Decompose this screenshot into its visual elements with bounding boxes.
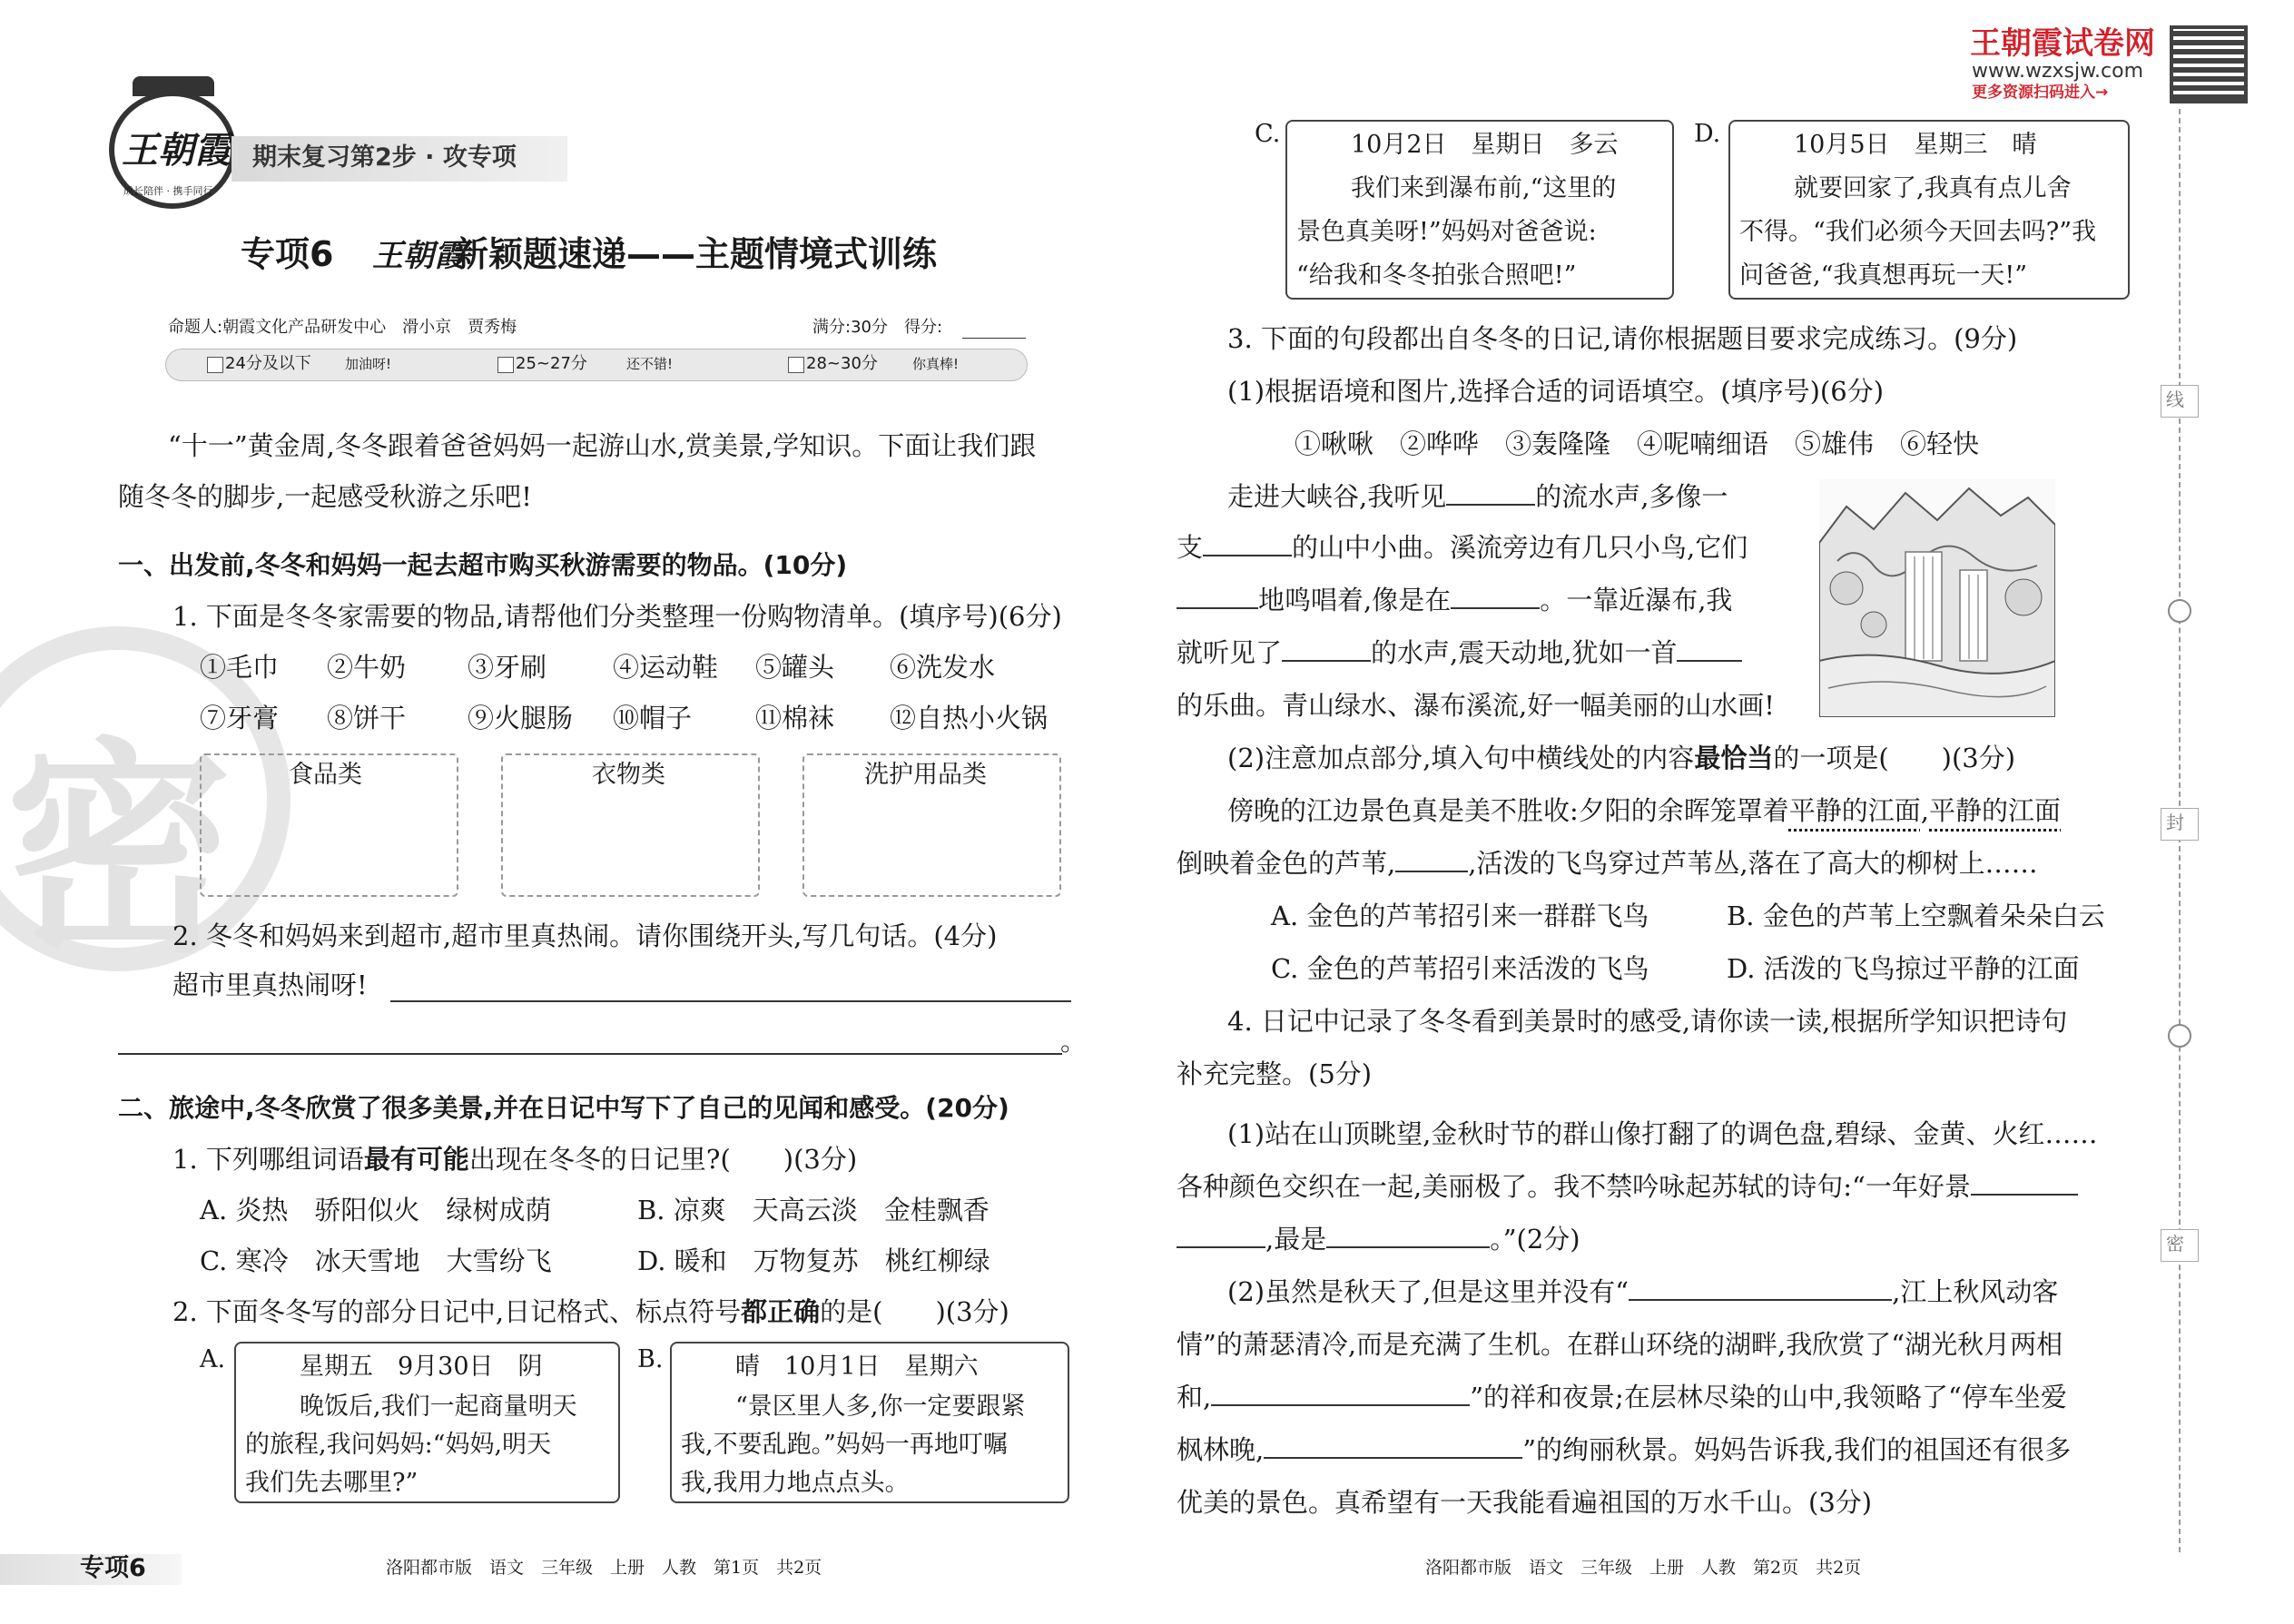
- waterfall-illustration: [1819, 479, 2055, 717]
- header-band-title: 期末复习第2步 · 攻专项: [252, 143, 517, 172]
- blank-6[interactable]: [1677, 660, 1742, 662]
- q3-2-option-c[interactable]: C. 金色的芦苇招引来活泼的飞鸟: [1271, 953, 1649, 984]
- q3-2-option-d[interactable]: D. 活泼的飞鸟掠过平静的江面: [1727, 953, 2080, 984]
- item-4: ④运动鞋: [613, 652, 719, 683]
- q2-2: [172, 1296, 1009, 1328]
- blank-2[interactable]: [1203, 555, 1292, 556]
- logo-crown: [133, 76, 214, 96]
- blank-1[interactable]: [1446, 504, 1535, 506]
- q3-2-dotted-1: 平静的江面: [1788, 795, 1921, 826]
- category-label-toiletries: 洗护用品类: [864, 761, 987, 789]
- q3-para-3-c: 。一靠近瀑布,我: [1540, 585, 1733, 615]
- diary-c-head: 10月2日 星期日 多云: [1351, 131, 1619, 159]
- blank-5[interactable]: [1282, 660, 1371, 662]
- q2-1-a: 1. 下列哪组词语: [172, 1144, 364, 1175]
- q3-2-text-1: [1227, 795, 2061, 827]
- diary-a-head: 星期五 9月30日 阴: [300, 1353, 543, 1381]
- q3-para-4-b: 的水声,震天动地,犹如一首: [1371, 637, 1678, 668]
- q3-para-4-a: 就听见了: [1177, 637, 1283, 668]
- q1-1: 1. 下面是冬冬家需要的物品,请帮他们分类整理一份购物清单。(填序号)(6分): [172, 601, 1062, 632]
- item-12: ⑫自热小火锅: [890, 703, 1049, 733]
- q4-2-l3-a: 和,: [1177, 1382, 1212, 1412]
- q3-2-dotted-2: 平静的江面: [1929, 795, 2062, 826]
- q4-line-1: 4. 日记中记录了冬冬看到美景时的感受,请你读一读,根据所学知识把诗句: [1227, 1006, 2068, 1037]
- level-range-2: 25~27分: [516, 354, 587, 373]
- diary-d-head: 10月5日 星期三 晴: [1794, 131, 2037, 159]
- section1-title: 一、出发前,冬冬和妈妈一起去超市购买秋游需要的物品。(10分): [118, 550, 848, 580]
- diary-b-head: 晴 10月1日 星期六: [735, 1353, 979, 1381]
- diary-c-line-3: “给我和冬冬拍张合照吧!”: [1296, 261, 1577, 290]
- level-checkbox-3[interactable]: [788, 357, 804, 373]
- item-5: ⑤罐头: [755, 652, 835, 683]
- q3-para-4: [1177, 637, 1742, 669]
- q3-para-1: [1227, 481, 1728, 513]
- q4-line-2: 补充完整。(5分): [1177, 1058, 1373, 1089]
- diary-d-line-3: 问爸爸,“我真想再玩一天!”: [1739, 261, 2028, 290]
- q2-2-c: 的是( )(3分): [820, 1296, 1009, 1327]
- diary-d-label: D.: [1694, 120, 1721, 148]
- q4-1-end-b: 。”(2分): [1490, 1224, 1580, 1255]
- q2-1-option-a[interactable]: A. 炎热 骄阳似火 绿树成荫: [200, 1195, 552, 1225]
- level-range-1: 24分及以下: [225, 354, 311, 373]
- intro-line-2: 随冬冬的脚步,一起感受秋游之乐吧!: [118, 481, 532, 512]
- watermark-text: 密: [5, 719, 232, 983]
- diary-b-line-1: “景区里人多,你一定要跟紧: [735, 1393, 1026, 1421]
- footer-tag: 专项6: [80, 1554, 146, 1582]
- q3-2-option-a[interactable]: A. 金色的芦苇招引来一群群飞鸟: [1271, 901, 1649, 931]
- q4-1-line-1: (1)站在山顶眺望,金秋时节的群山像打翻了的调色盘,碧绿、金黄、火红……: [1227, 1118, 2098, 1149]
- q4-1-end-a: ,最是: [1265, 1224, 1327, 1255]
- q2-1-option-d[interactable]: D. 暖和 万物复苏 桃红柳绿: [637, 1245, 990, 1276]
- q3-para-1-b: 的流水声,多像一: [1535, 481, 1728, 512]
- brand-url: www.wzxsjw.com: [1972, 60, 2144, 83]
- category-label-clothes: 衣物类: [592, 761, 665, 789]
- q4-1-line-2: [1177, 1171, 2078, 1203]
- level-msg-3: 你真棒!: [912, 356, 960, 372]
- q3-para-3-b: 地鸣唱着,像是在: [1258, 585, 1452, 615]
- blank-7[interactable]: [1395, 871, 1468, 872]
- q2-2-b: 都正确: [741, 1296, 821, 1327]
- q4-2-line-2: 情”的萧瑟清冷,而是充满了生机。在群山环绕的湖畔,我欣赏了“湖光秋月两相: [1177, 1329, 2063, 1360]
- q4-2-line-4: [1177, 1434, 2071, 1466]
- q2-1-option-c[interactable]: C. 寒冷 冰天雪地 大雪纷飞: [200, 1245, 552, 1276]
- item-7: ⑦牙膏: [200, 703, 280, 733]
- diary-a-label: A.: [200, 1345, 226, 1373]
- logo-text: 王朝霞: [122, 129, 231, 172]
- diary-b-line-3: 我,我用力地点点头。: [681, 1469, 910, 1497]
- authors: 命题人:朝霞文化产品研发中心 滑小京 贾秀梅: [168, 318, 517, 337]
- q3-word-bank: ①啾啾 ②哗哗 ③轰隆隆 ④呢喃细语 ⑤雄伟 ⑥轻快: [1295, 428, 1980, 459]
- diary-d-line-2: 不得。“我们必须今天回去吗?”我: [1739, 218, 2097, 246]
- blank-3[interactable]: [1177, 607, 1258, 609]
- item-9: ⑨火腿肠: [468, 703, 574, 733]
- q2-1: [172, 1144, 857, 1176]
- level-checkbox-1[interactable]: [207, 357, 223, 373]
- blank-12[interactable]: [1211, 1404, 1470, 1406]
- binding-char-2: 封: [2166, 812, 2184, 833]
- score-blank[interactable]: [962, 338, 1026, 339]
- diary-c-label: C.: [1255, 120, 1281, 148]
- score-label: 满分:30分 得分:: [812, 318, 943, 337]
- logo-ribbon: 成长陪伴 · 携手同行: [123, 185, 213, 197]
- q1-2-end: 。: [1060, 1026, 1088, 1057]
- q3-2: [1227, 743, 2015, 774]
- q3-para-1-a: 走进大峡谷,我听见: [1227, 481, 1447, 512]
- footer-info-right: 洛阳都市版 语文 三年级 上册 人教 第2页 共2页: [1425, 1558, 1862, 1578]
- qr-code-icon[interactable]: [2170, 25, 2248, 103]
- binding-char-3: 密: [2166, 1233, 2184, 1255]
- item-10: ⑩帽子: [613, 703, 693, 733]
- diary-d-line-1: 就要回家了,我真有点儿舍: [1794, 174, 2072, 202]
- intro-line-1: “十一”黄金周,冬冬跟着爸爸妈妈一起游山水,赏美景,学知识。下面让我们跟: [168, 430, 1037, 461]
- q3-2-option-b[interactable]: B. 金色的芦苇上空飘着朵朵白云: [1727, 901, 2105, 931]
- diary-c-line-2: 景色真美呀!”妈妈对爸爸说:: [1296, 218, 1597, 246]
- q4-2-l4-b: ”的绚丽秋景。妈妈告诉我,我们的祖国还有很多: [1522, 1434, 2072, 1465]
- item-11: ⑪棉袜: [755, 703, 835, 733]
- diary-c-line-1: 我们来到瀑布前,“这里的: [1351, 174, 1617, 202]
- binding-hole-2: [2168, 1024, 2191, 1048]
- diary-a-line-3: 我们先去哪里?”: [245, 1469, 418, 1497]
- q2-1-b: 最有可能: [363, 1144, 469, 1175]
- item-1: ①毛巾: [200, 652, 280, 683]
- q1-2-start: 超市里真热闹呀!: [172, 969, 368, 1000]
- title-brand: 王朝霞: [372, 238, 465, 274]
- q2-1-c: 出现在冬冬的日记里?( )(3分): [468, 1144, 858, 1175]
- q4-2-l1-b: ,江上秋风动客: [1892, 1276, 2059, 1307]
- q2-1-option-b[interactable]: B. 凉爽 天高云淡 金桂飘香: [637, 1195, 989, 1225]
- q3-1: (1)根据语境和图片,选择合适的词语填空。(填序号)(6分): [1227, 376, 1885, 407]
- q3-2-a: (2)注意加点部分,填入句中横线处的内容: [1227, 743, 1695, 773]
- brand-slogan: 更多资源扫码进入→: [1972, 84, 2109, 102]
- binding-char-1: 线: [2166, 389, 2184, 410]
- section-number: 专项6: [241, 234, 334, 274]
- q4-2-line-1: [1227, 1276, 2058, 1308]
- diary-b-label: B.: [637, 1345, 664, 1373]
- q3-2-text-2: [1177, 848, 2038, 880]
- q3-2-text-2-b: ,活泼的飞鸟穿过芦苇丛,落在了高大的柳树上……: [1468, 848, 2038, 879]
- blank-10[interactable]: [1326, 1246, 1490, 1248]
- diary-a-line-2: 的旅程,我问妈妈:“妈妈,明天: [245, 1431, 552, 1459]
- brand-logo: [109, 91, 236, 209]
- footer-info-left: 洛阳都市版 语文 三年级 上册 人教 第1页 共2页: [386, 1558, 822, 1578]
- blank-8[interactable]: [1971, 1194, 2078, 1196]
- level-checkbox-2[interactable]: [497, 357, 514, 373]
- q4-1-line-2-text: 各种颜色交织在一起,美丽极了。我不禁吟咏起苏轼的诗句:“一年好景: [1177, 1171, 1971, 1202]
- diary-a-line-1: 晚饭后,我们一起商量明天: [300, 1393, 577, 1421]
- level-msg-2: 还不错!: [626, 356, 674, 372]
- category-label-food: 食品类: [289, 761, 362, 789]
- item-3: ③牙刷: [468, 652, 547, 683]
- q3-2-text-2-a: 倒映着金色的芦苇,: [1177, 848, 1396, 879]
- blank-13[interactable]: [1264, 1457, 1522, 1459]
- q3-2-b: 最恰当: [1694, 743, 1774, 773]
- level-msg-1: 加油呀!: [345, 356, 392, 372]
- diary-b-line-2: 我,不要乱跑。”妈妈一再地叮嘱: [681, 1431, 1008, 1459]
- blank-4[interactable]: [1451, 607, 1540, 609]
- page-title: 新颖题速递——主题情境式训练: [454, 234, 938, 274]
- q3-2-c: 的一项是( )(3分): [1773, 743, 2016, 773]
- q1-2: 2. 冬冬和妈妈来到超市,超市里真热闹。请你围绕开头,写几句话。(4分): [172, 920, 998, 951]
- level-range-3: 28~30分: [806, 354, 878, 373]
- answer-line-1[interactable]: [390, 1000, 1071, 1002]
- q4-1-line-3: [1177, 1224, 1580, 1255]
- q2-2-a: 2. 下面冬冬写的部分日记中,日记格式、标点符号: [172, 1296, 742, 1327]
- binding-hole-1: [2168, 599, 2191, 623]
- blank-9[interactable]: [1177, 1246, 1265, 1248]
- q3: 3. 下面的句段都出自冬冬的日记,请你根据题目要求完成练习。(9分): [1227, 323, 2018, 354]
- q4-2-line-3: [1177, 1382, 2067, 1413]
- q3-para-3: [1177, 585, 1732, 616]
- q3-para-2-a: 支: [1177, 532, 1204, 563]
- q3-2-text-1-a: 傍晚的江边景色真是美不胜收:夕阳的余晖笼罩着: [1227, 795, 1789, 826]
- q3-2-text-1-c: ,: [1920, 795, 1930, 826]
- q4-2-l1-a: (2)虽然是秋天了,但是这里并没有“: [1227, 1276, 1629, 1307]
- item-8: ⑧饼干: [327, 703, 407, 733]
- blank-11[interactable]: [1629, 1299, 1892, 1301]
- q4-2-l3-b: ”的祥和夜景;在层林尽染的山中,我领略了“停车坐爱: [1470, 1382, 2067, 1412]
- section2-title: 二、旅途中,冬冬欣赏了很多美景,并在日记中写下了自己的见闻和感受。(20分): [118, 1093, 1009, 1123]
- q4-2-line-5: 优美的景色。真希望有一天我能看遍祖国的万水千山。(3分): [1177, 1487, 1873, 1518]
- item-6: ⑥洗发水: [890, 652, 996, 683]
- q3-para-2-b: 的山中小曲。溪流旁边有几只小鸟,它们: [1292, 532, 1748, 563]
- q4-2-l4-a: 枫林晚,: [1177, 1434, 1265, 1465]
- q3-para-2: [1177, 532, 1748, 564]
- brand-name: 王朝霞试卷网: [1970, 25, 2155, 62]
- q3-para-5: 的乐曲。青山绿水、瀑布溪流,好一幅美丽的山水画!: [1177, 690, 1775, 721]
- answer-line-2[interactable]: [118, 1053, 1062, 1055]
- item-2: ②牛奶: [327, 652, 407, 683]
